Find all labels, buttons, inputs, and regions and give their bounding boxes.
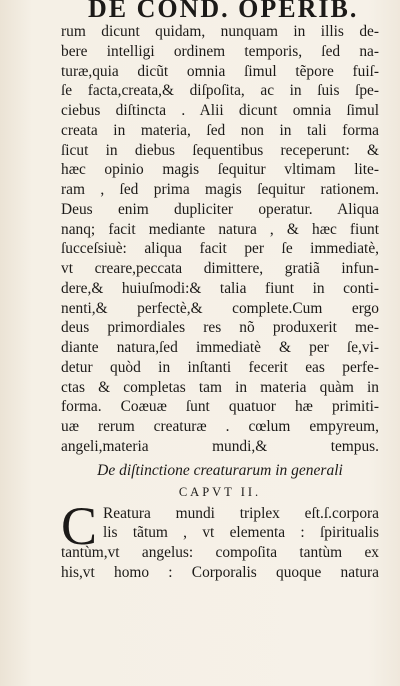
text-line: his,vt homo : Corporalis quoque natura: [61, 563, 379, 581]
text-line: detur quòd in inſtanti fecerit eas perfe-: [61, 358, 379, 376]
text-line: angeli,materia mundi,& tempus.: [61, 437, 379, 455]
text-line: dere,& huiuſmodi:& talia fiunt in conti-: [61, 279, 379, 297]
text-line: diante natura,ſed immediatè & per ſe,vi-: [61, 339, 379, 356]
drop-cap: C: [61, 495, 98, 556]
text-line: nanq; facit mediante natura , & hæc fiunt: [61, 220, 379, 238]
text-line: forma. Coæuæ ſunt quatuor hæ primiti-: [61, 398, 379, 416]
text-line: nenti,& perfectè,& complete.Cum ergo: [61, 299, 379, 317]
section-subheading: De diſtinctione creaturarum in generali: [97, 461, 343, 479]
chapter-paragraph: [61, 504, 379, 583]
text-line: ſe facta,creata,& diſpoſita, ac in ſuis ſpe-: [61, 82, 379, 100]
text-line: ſicut in diebus ſequentibus receperunt: &: [61, 141, 379, 159]
paragraph: [61, 22, 379, 457]
text-line: ctas & completas tam in materia quàm in: [61, 378, 379, 396]
running-header: DE COND. OPERIB.: [88, 0, 359, 23]
text-line: vt creare,peccata dimittere, gratiã infun-: [61, 260, 379, 277]
text-line: creata in materia, ſed non in tali forma: [61, 121, 379, 139]
text-line: deus primordiales res nõ produxerit me-: [61, 319, 379, 337]
text-line: lis tãtum , vt elementa : ſpiritualis: [103, 524, 379, 542]
body-text: [61, 22, 379, 583]
text-line: tantùm,vt angelus: compoſita tantùm ex: [61, 544, 379, 561]
text-line: rum dicunt quidam, nunquam in illis de-: [61, 23, 379, 40]
chapter-heading: CAPVT II.: [178, 484, 262, 499]
text-line: ſucceſsiuè: aliqua facit per ſe immediatè,: [61, 240, 379, 258]
text-line: turæ,quia dicũt omnia ſimul tẽpore fuiſ-: [61, 62, 379, 80]
text-line: Reatura mundi triplex eſt.ſ.corpora: [103, 504, 379, 522]
chapter-opening: [61, 495, 379, 583]
text-line: ciebus diſtincta . Alii dicunt omnia ſimul: [61, 102, 379, 119]
text-line: uæ rerum creaturæ . cœlum empyreum,: [61, 418, 379, 435]
text-line: ram , ſed prima magis ſequitur rationem.: [61, 181, 379, 198]
text-line: bere intelligi ordinem temporis, ſed na-: [61, 42, 379, 60]
text-line: Deus enim dupliciter operatur. Aliqua: [61, 200, 379, 218]
text-line: hæc opinio magis ſequitur vltimam lite-: [61, 161, 379, 179]
